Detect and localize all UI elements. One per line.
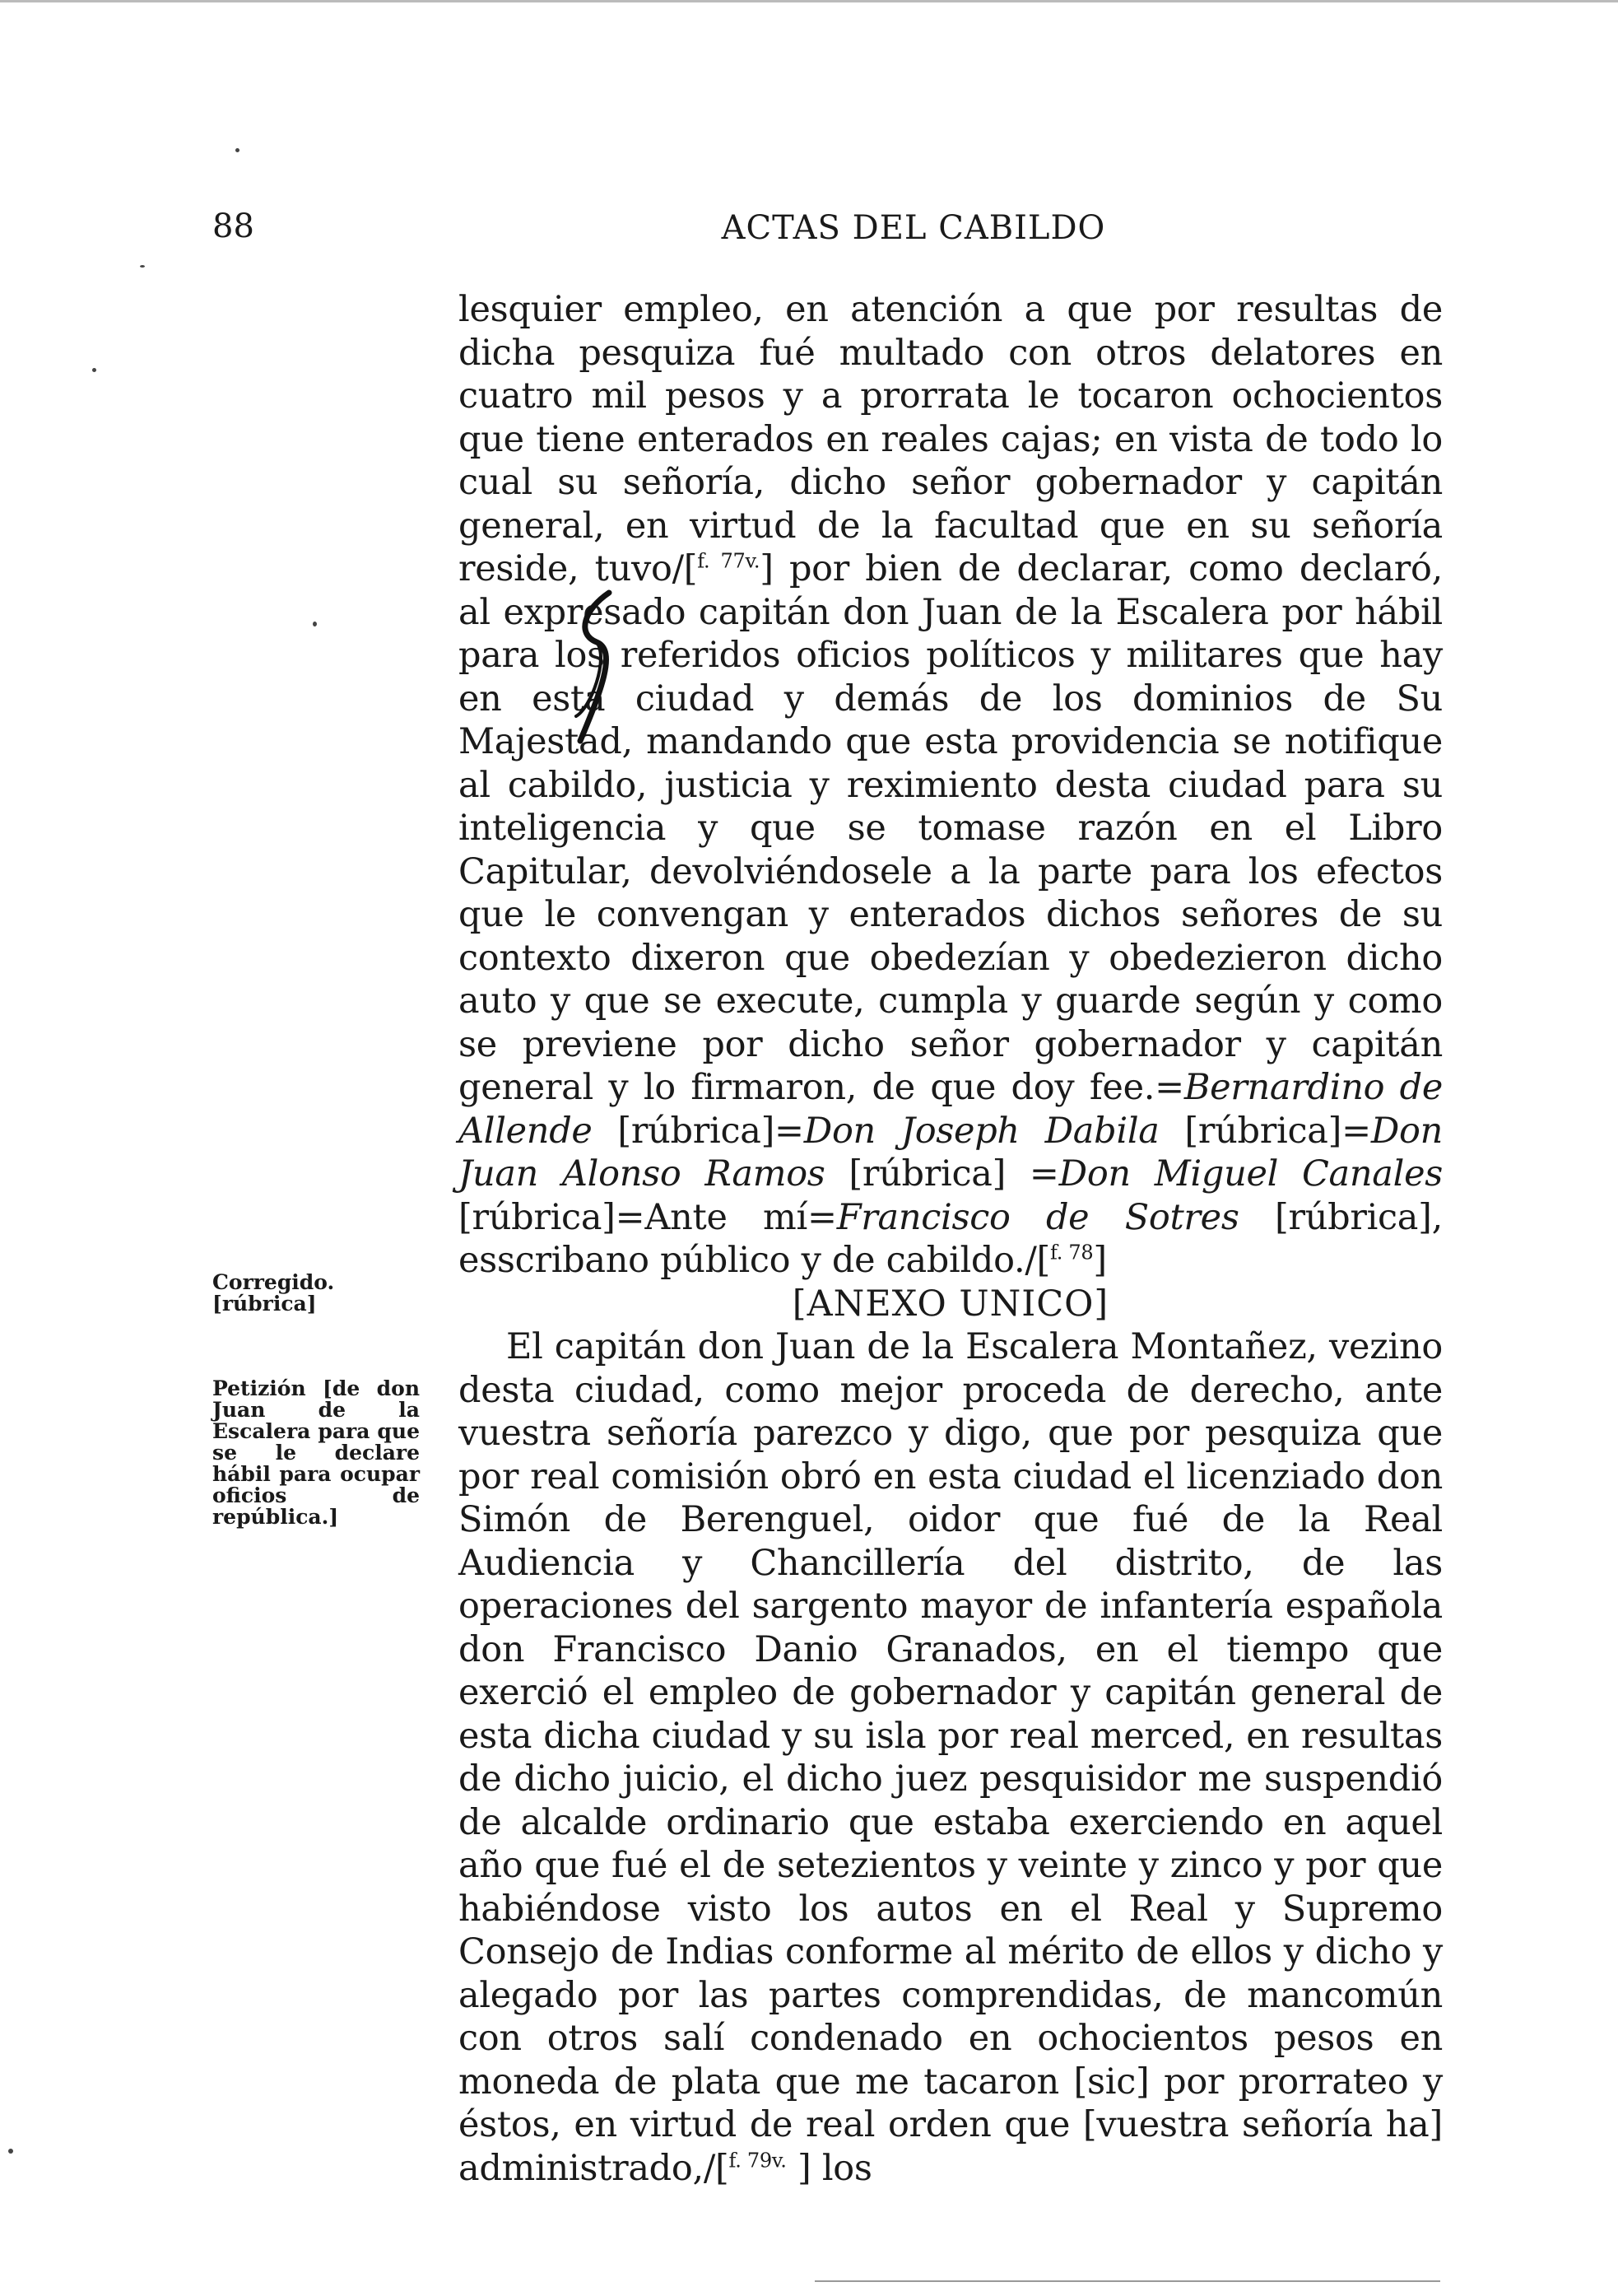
paragraph-text: El capitán don Juan de la Escalera Montañez, vezino desta ciudad, como mejor proceda de derecho, ante vuestra señoría parezco y digo, que por pesquiza que por real comisión obró en esta ciudad el licenziado don Simón de Berenguel, oidor que fué de la Real Audiencia y Chancillería del distrito, de las operaciones del sargento mayor de infantería española don Francisco Danio Granados, en el tiempo que exerció el empleo de gobernador y capitán general de esta dicha ciudad y su isla por real merced, en resultas de dicho juicio, el dicho juez pesquisidor me suspendió de alcalde ordinario que estaba exerciendo en aquel año que fué el de setezientos y veinte y zinco y por que habiéndose visto los autos en el Real y Supremo Consejo de Indias conforme al mérito de ellos y dicho y alegado por las partes comprendidas, de mancomún con otros salí condenado en ochocientos pesos en moneda de plata que me tacaron [sic] por prorrateo y éstos, en virtud de real orden que [vuestra señoría ha] administrado,/[ [458,1326,1443,2189]
stray-dot [8,2149,13,2154]
signatory-name: Francisco de Sotres [836,1196,1239,1238]
page-bottom-edge [815,2280,1440,2282]
signatory-name: Don Juan Alonso Ramos [458,1110,1443,1195]
signatory-name: Bernardino de Allende [458,1067,1443,1152]
folio-marker: f. 79v. [728,2149,787,2173]
page-number: 88 [212,207,254,245]
closing-text: [rúbrica], esscribano público y de cabildo./[ [458,1196,1443,1281]
stray-dot [313,622,317,626]
section-heading: [ANEXO UNICO] [792,1283,1109,1325]
rubrica-note: [rúbrica] = [825,1153,1059,1195]
paragraph-text: ] los [786,2147,872,2189]
paragraph-annex [458,1325,1443,2190]
rubrica-note: [rúbrica]= [592,1110,804,1152]
main-text [458,288,1443,2190]
folio-marker: f. 77v. [697,549,760,573]
rubrica-note: [rúbrica]= [1159,1110,1371,1152]
stray-dot [92,368,96,372]
paragraph-text: ] por bien de declarar, como declaró, al expresado capitán don Juan de la Escalera por hábil para los referidos oficios políticos y militares que hay en esta ciudad y demás de los dominios de Su Majestad, mandando que esta providencia se notifique al cabildo, justicia y reximiento desta ciudad para su inteligencia y que se tomase razón en el Libro Capitular, devolviéndosele a la parte para los efectos que le convengan y enterados dichos señores de su contexto dixeron que obedezían y obedezieron dicho auto y que se execute, cumpla y guarde según y como se previene por dicho señor gobernador y capitán general y lo firmaron, de que doy fee.= [458,548,1443,1108]
margin-note-corrected: Corregido. [rúbrica] [212,1270,335,1316]
rubrica-note: [rúbrica]=Ante mí= [458,1196,837,1238]
page-top-edge [0,0,1618,2]
paragraph-text: lesquier empleo, en atención a que por resultas de dicha pesquiza fué multado con otros delatores en cuatro mil pesos y a prorrata le tocaron ochocientos que tiene enterados en reales cajas; en vista de todo lo cual su señoría, dicho señor gobernador y capitán general, en virtud de la facultad que en su señoría reside, tuvo/[ [458,289,1443,589]
stray-dot [235,148,239,152]
paragraph-continuation [458,288,1443,1283]
signatory-name: Don Miguel Canales [1058,1153,1443,1195]
stray-dot [140,265,145,268]
folio-marker: f. 78 [1050,1241,1094,1264]
margin-note-petition: Petizión [de don Juan de la Escalera para que se le declare hábil para ocupar oficios de república.] [212,1376,420,1529]
signatory-name: Don Joseph Dabila [803,1110,1160,1152]
running-title: ACTAS DEL CABILDO [721,209,1106,247]
closing-text: ] [1093,1240,1107,1281]
